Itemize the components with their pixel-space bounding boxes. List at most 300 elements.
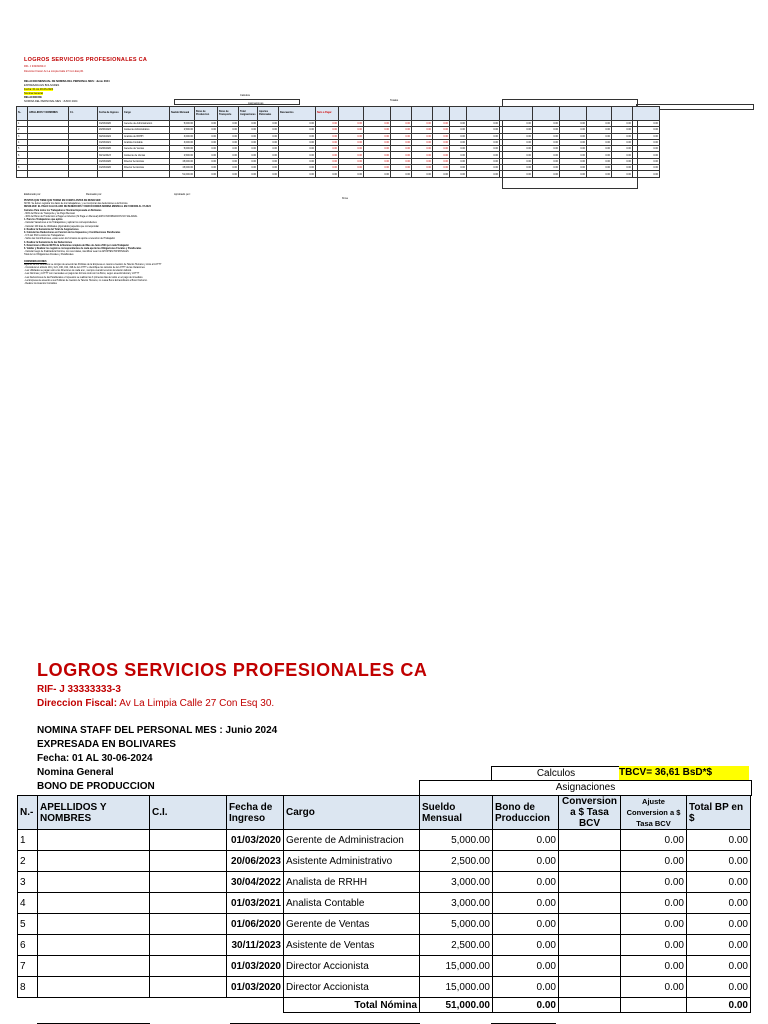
preview-cell: 0.00 [633, 121, 660, 127]
row-bono: 0.00 [493, 851, 559, 872]
row-conversion [559, 872, 621, 893]
preview-calculos: Calculos [240, 94, 250, 97]
row-total: 0.00 [687, 956, 751, 977]
preview-cell: 0.00 [195, 152, 218, 158]
preview-cell: 2,500.00 [170, 127, 195, 133]
preview-cell: 0.00 [316, 133, 339, 139]
preview-col-header: C.I. [69, 107, 98, 121]
row-nombre [38, 977, 150, 998]
preview-col-header: Bono de Transporte [218, 107, 239, 121]
preview-cell: 0.00 [391, 152, 412, 158]
row-conversion [559, 914, 621, 935]
preview-cell: 0.00 [218, 152, 239, 158]
preview-note-line: RESOLVER: EL PAGO CALCULADO DE BENEFICIOS Y DEDUCCIONES NOMINA MENSUAL EN FUNCION AL 07-2024 [24, 206, 151, 209]
preview-cell: Director Accionista [123, 158, 170, 164]
preview-cell: 0.00 [560, 158, 587, 164]
col-fecha-ingreso: Fecha de Ingreso [227, 796, 284, 830]
preview-cell: 0.00 [560, 127, 587, 133]
preview-total-cell: 0.00 [279, 171, 316, 177]
table-row [18, 893, 751, 914]
preview-total-cell: 0.00 [450, 171, 467, 177]
preview-cell: 0.00 [560, 139, 587, 145]
row-number: 6 [18, 935, 38, 956]
preview-total-cell: 0.00 [560, 171, 587, 177]
preview-note-line: - Sobre las Contribuciones, estas seran los formatos de aporte a retencion del Trabajador [24, 238, 116, 241]
preview-cell: 0.00 [533, 133, 560, 139]
preview-total-cell: 0.00 [258, 171, 279, 177]
preview-cell: Gerente de Administracion [123, 121, 170, 127]
row-number: 2 [18, 851, 38, 872]
preview-notes [24, 200, 304, 286]
preview-cell: 0.00 [239, 121, 258, 127]
preview-cell: Analista Contable [123, 139, 170, 145]
preview-cell: 0.00 [339, 133, 364, 139]
preview-cell: 0.00 [258, 158, 279, 164]
preview-note-line: Algunos de los beneficios se otorgan de acuerdo las Politicas de la Empresa en cuanto a Gestion de Talento Humano y otros al LOTTT [24, 263, 162, 266]
row-cargo: Analista Contable [284, 893, 420, 914]
preview-cell: 0.00 [391, 133, 412, 139]
preview-cell: 0.00 [587, 139, 612, 145]
row-number: 4 [18, 893, 38, 914]
preview-cell: 0.00 [500, 139, 533, 145]
row-fecha-ingreso: 01/03/2021 [227, 893, 284, 914]
preview-total-cell: 0.00 [500, 171, 533, 177]
row-cargo: Gerente de Ventas [284, 914, 420, 935]
header-line-5: BONO DE PRODUCCION [37, 781, 155, 792]
preview-total: 51,000.00 [170, 171, 195, 177]
preview-cell: 0.00 [450, 152, 467, 158]
preview-col-header [412, 107, 433, 121]
preview-cell: 0.00 [633, 146, 660, 152]
preview-cell: 0.00 [339, 165, 364, 171]
preview-heading-3: Fecha: 01 AL 30-06-2024 [24, 88, 54, 91]
row-ajuste: 0.00 [621, 851, 687, 872]
row-ci [150, 830, 227, 851]
preview-total-cell: 0.00 [239, 171, 258, 177]
preview-cell: 0.00 [279, 152, 316, 158]
preview-cell: 0.00 [633, 152, 660, 158]
preview-cell: 0.00 [612, 133, 633, 139]
preview-col-header [467, 107, 500, 121]
address-value: Av La Limpia Calle 27 Con Esq 30. [117, 698, 275, 709]
preview-cell: 0.00 [450, 165, 467, 171]
row-number: 5 [18, 914, 38, 935]
preview-cell: 0.00 [433, 165, 450, 171]
preview-cell: 15,000.00 [170, 158, 195, 164]
row-bono: 0.00 [493, 830, 559, 851]
total-sueldo: 51,000.00 [420, 998, 493, 1013]
row-ajuste: 0.00 [621, 830, 687, 851]
preview-cell: 0.00 [239, 133, 258, 139]
table-row [18, 977, 751, 998]
preview-cell: 0.00 [587, 165, 612, 171]
preview-total-cell: 0.00 [195, 171, 218, 177]
preview-cell: 0.00 [500, 158, 533, 164]
preview-cell: 0.00 [450, 133, 467, 139]
row-bono: 0.00 [493, 914, 559, 935]
preview-cell: 0.00 [587, 133, 612, 139]
total-empty-cell [150, 998, 227, 1013]
preview-cell: 01/03/2021 [98, 139, 123, 145]
row-total: 0.00 [687, 830, 751, 851]
preview-cell: 0.00 [433, 133, 450, 139]
row-conversion [559, 935, 621, 956]
preview-totales: Totales [390, 99, 399, 102]
preview-cell: 0.00 [587, 146, 612, 152]
preview-cell: 0.00 [560, 165, 587, 171]
preview-note-line: 6- Validar y Realizar los registros correspondientes de cada aporte las Obligaciones Fiscales y Parafiscales [24, 248, 142, 251]
preview-cell: Analista de RRHH [123, 133, 170, 139]
preview-total-cell: 0.00 [412, 171, 433, 177]
preview-cell: 0.00 [391, 127, 412, 133]
preview-cell: 0.00 [450, 121, 467, 127]
col-n: N.- [18, 796, 38, 830]
preview-total-cell: 0.00 [633, 171, 660, 177]
preview-cell: 0.00 [279, 158, 316, 164]
row-nombre [38, 893, 150, 914]
preview-cell: 0.00 [533, 127, 560, 133]
preview-cell: 0.00 [339, 121, 364, 127]
preview-cell: 0.00 [391, 146, 412, 152]
preview-cell: 0.00 [633, 133, 660, 139]
preview-cell: 30/04/2022 [98, 133, 123, 139]
row-sueldo: 2,500.00 [420, 935, 493, 956]
preview-col-header: N.- [17, 107, 28, 121]
preview-cell: 0.00 [258, 165, 279, 171]
preview-cell: 4 [17, 139, 28, 145]
preview-note-line: NOTA: Se deben registrar los datos de los trabajadores, y se incorporan las deducciones a la Nomina [24, 203, 128, 206]
calculos-label: Calculos [491, 766, 621, 782]
col-total: Total BP en $ [687, 796, 751, 830]
preview-cell: 0.00 [612, 146, 633, 152]
preview-cell: 0.00 [364, 146, 391, 152]
preview-cell: 0.00 [364, 152, 391, 158]
preview-cell: 0.00 [533, 165, 560, 171]
preview-cell: 0.00 [433, 139, 450, 145]
preview-cell: 30/11/2023 [98, 152, 123, 158]
preview-cell: 0.00 [218, 133, 239, 139]
preview-col-header [587, 107, 612, 121]
preview-cell: 0.00 [560, 121, 587, 127]
preview-cell: 0.00 [633, 127, 660, 133]
row-nombre [38, 914, 150, 935]
row-cargo: Director Accionista [284, 956, 420, 977]
preview-cell: 0.00 [239, 139, 258, 145]
preview-heading-4: Nomina General [24, 92, 43, 95]
preview-cell: 0.00 [500, 152, 533, 158]
preview-cell: 0.00 [450, 127, 467, 133]
preview-company-name: LOGROS SERVICIOS PROFESIONALES CA [24, 57, 148, 63]
col-nombres: APELLIDOS Y NOMBRES [38, 796, 150, 830]
preview-cell: 0.00 [258, 127, 279, 133]
preview-cell: 0.00 [533, 121, 560, 127]
company-rif: RIF- J 33333333-3 [37, 684, 121, 695]
total-empty-cell [18, 998, 38, 1013]
preview-cell: 0.00 [412, 139, 433, 145]
preview-col-header [633, 107, 660, 121]
row-sueldo: 15,000.00 [420, 956, 493, 977]
preview-cell: 0.00 [316, 158, 339, 164]
preview-calc-box [174, 99, 300, 105]
preview-cell: 3,000.00 [170, 133, 195, 139]
preview-cell: 0.00 [364, 165, 391, 171]
preview-cell: 0.00 [467, 121, 500, 127]
row-number: 8 [18, 977, 38, 998]
preview-col-header: Total Asignaciones [239, 107, 258, 121]
preview-total-cell: 0.00 [433, 171, 450, 177]
preview-cell: 0.00 [500, 133, 533, 139]
row-nombre [38, 935, 150, 956]
total-empty-cell [227, 998, 284, 1013]
preview-col-header: Neto a Pagar [316, 107, 339, 121]
preview-cell: 01/03/2020 [98, 121, 123, 127]
preview-note-line: - Las Nominas y LOTTT son mensuales en pagos las formule todo con los Bono, segun acuerdo laboral y LOTTT [24, 273, 140, 276]
preview-cell: 0.00 [258, 146, 279, 152]
row-fecha-ingreso: 01/03/2020 [227, 830, 284, 851]
preview-total-cell: 0.00 [587, 171, 612, 177]
preview-note-line: - 40% del Bono de Produccion a Pagar en Efectivo (Si Paga en Mensual) ESTA INFORMACION NO SALARIAL [24, 216, 138, 219]
preview-cell: 0.00 [339, 146, 364, 152]
preview-cell: 0.00 [218, 139, 239, 145]
preview-asignaciones: Asignaciones [248, 102, 264, 105]
preview-cell: 0.00 [412, 165, 433, 171]
preview-cell: 0.00 [258, 133, 279, 139]
preview-col-header: Fecha de Ingreso [98, 107, 123, 121]
preview-col-header: Sueldo Mensual [170, 107, 195, 121]
header-line-1: NOMINA STAFF DEL PERSONAL MES : Junio 2024 [37, 725, 278, 736]
preview-cell: 0.00 [560, 133, 587, 139]
preview-col-header [364, 107, 391, 121]
row-total: 0.00 [687, 893, 751, 914]
preview-note-line: - Calcular Vacaciones a los Trabajadores y aplicar los correspondientes [24, 222, 97, 225]
row-total: 0.00 [687, 872, 751, 893]
preview-cell: Asistente Administrativo [123, 127, 170, 133]
preview-cell: 0.00 [612, 139, 633, 145]
row-cargo: Gerente de Administracion [284, 830, 420, 851]
preview-cell: 0.00 [500, 165, 533, 171]
preview-cell: 0.00 [587, 127, 612, 133]
row-fecha-ingreso: 30/04/2022 [227, 872, 284, 893]
row-cargo: Asistente Administrativo [284, 851, 420, 872]
preview-cell: 7 [17, 158, 28, 164]
preview-cell: 0.00 [612, 127, 633, 133]
preview-note-line: - Considerar el articulo 104 y 121, 190, 192, 196 de la LOTTT e identifique los calculos de la LOTTT de las Vacaciones [24, 267, 145, 270]
row-number: 1 [18, 830, 38, 851]
preview-cell: 0.00 [412, 121, 433, 127]
row-conversion [559, 830, 621, 851]
preview-cell: 0.00 [316, 165, 339, 171]
row-ci [150, 872, 227, 893]
preview-cell: 0.00 [412, 127, 433, 133]
preview-cell: 0.00 [279, 133, 316, 139]
row-total: 0.00 [687, 977, 751, 998]
col-conversion: Conversion a $ Tasa BCV [559, 796, 621, 830]
preview-col-header: Aportes Patronales [258, 107, 279, 121]
row-cargo: Director Accionista [284, 977, 420, 998]
preview-cell: 0.00 [533, 139, 560, 145]
preview-note-line: PUNTOS QUE TIENE QUE TOMAR EN CUENTA ANTES DE RESOLVER: [24, 200, 101, 202]
preview-cell: 5,000.00 [170, 121, 195, 127]
preview-note-line: 1- Para los Trabajadores que aplica [24, 219, 63, 222]
preview-cell: 3 [17, 133, 28, 139]
row-ci [150, 956, 227, 977]
preview-cell: 0.00 [587, 152, 612, 158]
preview-cell: 6 [17, 152, 28, 158]
preview-note-line: - Realice los Asientos Contables [24, 283, 57, 286]
preview-col-header [500, 107, 533, 121]
preview-cell: 0.00 [258, 121, 279, 127]
preview-cell: 0.00 [500, 146, 533, 152]
preview-cell: 0.00 [364, 127, 391, 133]
row-nombre [38, 956, 150, 977]
preview-cell: 0.00 [391, 139, 412, 145]
payroll-table [17, 795, 751, 1013]
preview-total-cell: 0.00 [339, 171, 364, 177]
preview-cell: 0.00 [195, 121, 218, 127]
preview-cell: 0.00 [533, 146, 560, 152]
row-ci [150, 977, 227, 998]
preview-cell: 0.00 [433, 146, 450, 152]
preview-cell: 01/03/2020 [98, 158, 123, 164]
table-row [18, 830, 751, 851]
preview-heading-2: EXPRESADA EN BOLIVARES [24, 84, 60, 87]
preview-cell: 0.00 [218, 127, 239, 133]
header-line-3: Fecha: 01 AL 30-06-2024 [37, 753, 153, 764]
row-conversion [559, 893, 621, 914]
row-fecha-ingreso: 30/11/2023 [227, 935, 284, 956]
row-bono: 0.00 [493, 893, 559, 914]
preview-cell: 0.00 [195, 139, 218, 145]
preview-col-header: Cargo [123, 107, 170, 121]
row-fecha-ingreso: 01/03/2020 [227, 956, 284, 977]
row-conversion [559, 977, 621, 998]
col-ajuste: Ajuste Conversion a $ Tasa BCV [621, 796, 687, 830]
table-row [18, 935, 751, 956]
row-bono: 0.00 [493, 872, 559, 893]
preview-cell: 0.00 [279, 165, 316, 171]
preview-total-cell: 0.00 [364, 171, 391, 177]
preview-total-cell [123, 171, 170, 177]
table-row [18, 872, 751, 893]
preview-cell: 0.00 [316, 146, 339, 152]
preview-signature-mark: firma [342, 197, 348, 200]
tbcv-rate: TBCV= 36,61 BsD*$ [619, 766, 749, 780]
preview-note-line: Total de los Obligaciones Fiscales y Parafiscales [24, 254, 74, 257]
preview-cell: 1 [17, 121, 28, 127]
row-ajuste: 0.00 [621, 956, 687, 977]
preview-note-line: - 9 % del SSO a todos los Trabajadores [24, 235, 65, 238]
table-header-row [18, 796, 751, 830]
col-ci: C.I. [150, 796, 227, 830]
row-total: 0.00 [687, 914, 751, 935]
preview-total-cell: 0.00 [533, 171, 560, 177]
asignaciones-label: Asignaciones [419, 780, 752, 796]
preview-cell: 0.00 [500, 121, 533, 127]
preview-cell: 0.00 [467, 127, 500, 133]
preview-cell: 0.00 [412, 152, 433, 158]
preview-elaborado: Elaborado por: [24, 193, 42, 196]
row-fecha-ingreso: 20/06/2023 [227, 851, 284, 872]
preview-cell: 0.00 [533, 152, 560, 158]
row-sueldo: 5,000.00 [420, 914, 493, 935]
col-bono: Bono de Produccion [493, 796, 559, 830]
preview-cell: 0.00 [467, 146, 500, 152]
row-sueldo: 3,000.00 [420, 893, 493, 914]
preview-table [16, 106, 660, 178]
preview-cell: 0.00 [560, 152, 587, 158]
preview-cell: 01/06/2020 [98, 146, 123, 152]
preview-col-header [391, 107, 412, 121]
row-conversion [559, 851, 621, 872]
preview-cell: 0.00 [412, 158, 433, 164]
preview-cell: 0.00 [279, 121, 316, 127]
preview-total-cell [98, 171, 123, 177]
table-row [18, 914, 751, 935]
total-label: Total Nómina [284, 998, 420, 1013]
preview-cell: Gerente de Ventas [123, 146, 170, 152]
header-line-2: EXPRESADA EN BOLIVARES [37, 739, 176, 750]
row-number: 3 [18, 872, 38, 893]
preview-note-line: 2- Realizar la Sumatoria del Total de Asignaciones [24, 228, 79, 231]
row-sueldo: 5,000.00 [420, 830, 493, 851]
sheet-preview [0, 0, 768, 380]
row-sueldo: 3,000.00 [420, 872, 493, 893]
preview-heading-5: RELACION DE [24, 96, 42, 99]
preview-rif: RIF- J 33333333-3 [24, 65, 46, 68]
preview-col-header [560, 107, 587, 121]
preview-total-cell: 0.00 [612, 171, 633, 177]
preview-total-cell: 0.00 [467, 171, 500, 177]
preview-cell: 0.00 [258, 152, 279, 158]
row-ci [150, 914, 227, 935]
preview-note-line: - Calcular luego de finalizada la Nomina, con sus totales, identificar sean los APORTES PATRONALES [24, 251, 129, 254]
preview-col-header: APELLIDOS Y NOMBRES [28, 107, 69, 121]
preview-cell: 0.00 [258, 139, 279, 145]
preview-cell: 01/03/2020 [98, 165, 123, 171]
preview-cell: 0.00 [612, 165, 633, 171]
preview-cell: 0.00 [218, 121, 239, 127]
row-ci [150, 893, 227, 914]
col-cargo: Cargo [284, 796, 420, 830]
preview-note-line: - Las Deducciones de las Parafiscales e Impuestos se realizan las 3 primeras dias de todos en el pago de inmediato. [24, 276, 143, 279]
preview-cell: 0.00 [633, 139, 660, 145]
total-final: 0.00 [687, 998, 751, 1013]
row-ajuste: 0.00 [621, 872, 687, 893]
address-label: Direccion Fiscal: [37, 698, 118, 709]
preview-cell: 0.00 [239, 146, 258, 152]
preview-cell: 2 [17, 127, 28, 133]
preview-total-cell [69, 171, 98, 177]
preview-cell: 0.00 [239, 165, 258, 171]
col-sueldo: Sueldo Mensual [420, 796, 493, 830]
payroll-document [0, 640, 768, 1024]
preview-cell: 0.00 [316, 121, 339, 127]
total-row [18, 998, 751, 1013]
preview-col-header: Bono de Produccion [195, 107, 218, 121]
preview-cell: 0.00 [339, 139, 364, 145]
preview-cell: 8 [17, 165, 28, 171]
preview-cell: 0.00 [467, 139, 500, 145]
row-ci [150, 851, 227, 872]
preview-col-header [450, 107, 467, 121]
preview-cell: 0.00 [218, 146, 239, 152]
preview-cell: 0.00 [450, 139, 467, 145]
row-fecha-ingreso: 01/06/2020 [227, 914, 284, 935]
row-nombre [38, 851, 150, 872]
preview-heading-1: RELACION MENSUAL DE NOMINA DEL PERSONAL MES : Junio 2024 [24, 80, 110, 83]
preview-cell: 0.00 [391, 121, 412, 127]
preview-cell: 0.00 [218, 158, 239, 164]
